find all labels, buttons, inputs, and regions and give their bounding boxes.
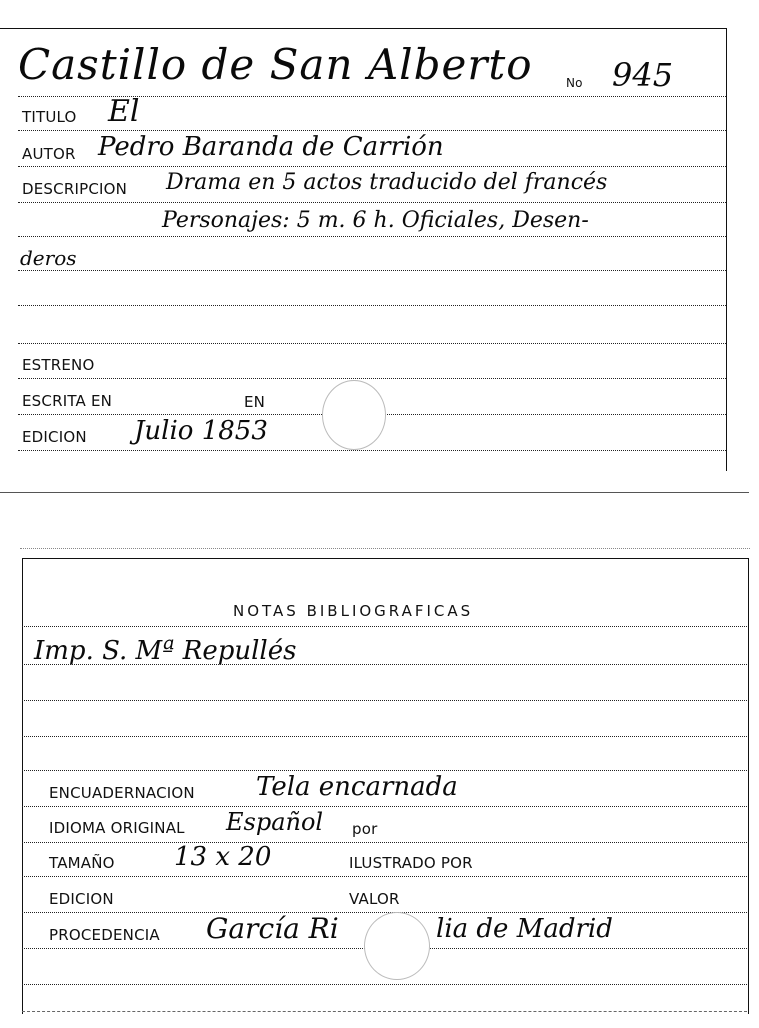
encuadernacion-value: Tela encarnada <box>256 772 458 802</box>
catalog-number: 945 <box>612 56 674 94</box>
idioma-value: Español <box>226 808 324 836</box>
rule-line <box>22 770 747 771</box>
rule-line <box>18 450 726 451</box>
titulo-label: TITULO <box>22 108 77 126</box>
card-title: Castillo de San Alberto <box>18 40 533 89</box>
escrita-en-label: ESCRITA EN <box>22 392 113 410</box>
rule-line <box>18 378 726 379</box>
idioma-label: IDIOMA ORIGINAL <box>49 819 185 837</box>
rule-line <box>22 806 747 807</box>
procedencia-value: García Ri <box>206 912 339 945</box>
por-label: por <box>352 820 378 838</box>
tamano-label: TAMAÑO <box>49 854 115 872</box>
autor-label: AUTOR <box>22 145 76 163</box>
stamp-mark <box>364 912 430 980</box>
edicion-value: Julio 1853 <box>134 416 268 446</box>
rule-line <box>22 664 747 665</box>
titulo-value: El <box>108 94 140 129</box>
notas-heading: NOTAS BIBLIOGRAFICAS <box>233 602 474 620</box>
descripcion-label: DESCRIPCION <box>22 180 128 198</box>
ilustrado-label: ILUSTRADO POR <box>349 854 473 872</box>
procedencia-value-end: lia de Madrid <box>436 914 613 944</box>
descripcion-value-2: Personajes: 5 m. 6 h. Oficiales, Desen- <box>162 208 589 233</box>
rule-line <box>18 166 726 167</box>
notes-line-1: Imp. S. Mª Repullés <box>34 636 297 666</box>
autor-value: Pedro Baranda de Carrión <box>98 132 444 162</box>
rule-line <box>18 202 726 203</box>
valor-label: VALOR <box>349 890 400 908</box>
rule-line <box>18 270 726 271</box>
card-separator <box>0 492 749 493</box>
procedencia-label: PROCEDENCIA <box>49 926 160 944</box>
descripcion-value-3: deros <box>20 246 77 270</box>
rule-line <box>18 305 726 306</box>
card-edge <box>20 548 750 551</box>
edicion2-label: EDICION <box>49 890 114 908</box>
rule-line <box>22 626 747 627</box>
rule-line <box>22 912 747 913</box>
en-label: EN <box>244 393 266 411</box>
rule-line <box>22 736 747 737</box>
card-bottom-edge <box>22 1011 747 1012</box>
encuadernacion-label: ENCUADERNACION <box>49 784 195 802</box>
descripcion-value-1: Drama en 5 actos traducido del francés <box>166 170 608 195</box>
stamp-mark <box>322 380 386 450</box>
rule-line <box>18 343 726 344</box>
rule-line <box>22 876 747 877</box>
number-label: No <box>566 76 583 90</box>
rule-line <box>22 984 747 985</box>
rule-line <box>22 700 747 701</box>
tamano-value: 13 x 20 <box>174 842 272 872</box>
edicion-label: EDICION <box>22 428 87 446</box>
rule-line <box>18 236 726 237</box>
rule-line <box>18 130 726 131</box>
rule-line <box>22 842 747 843</box>
estreno-label: ESTRENO <box>22 356 95 374</box>
